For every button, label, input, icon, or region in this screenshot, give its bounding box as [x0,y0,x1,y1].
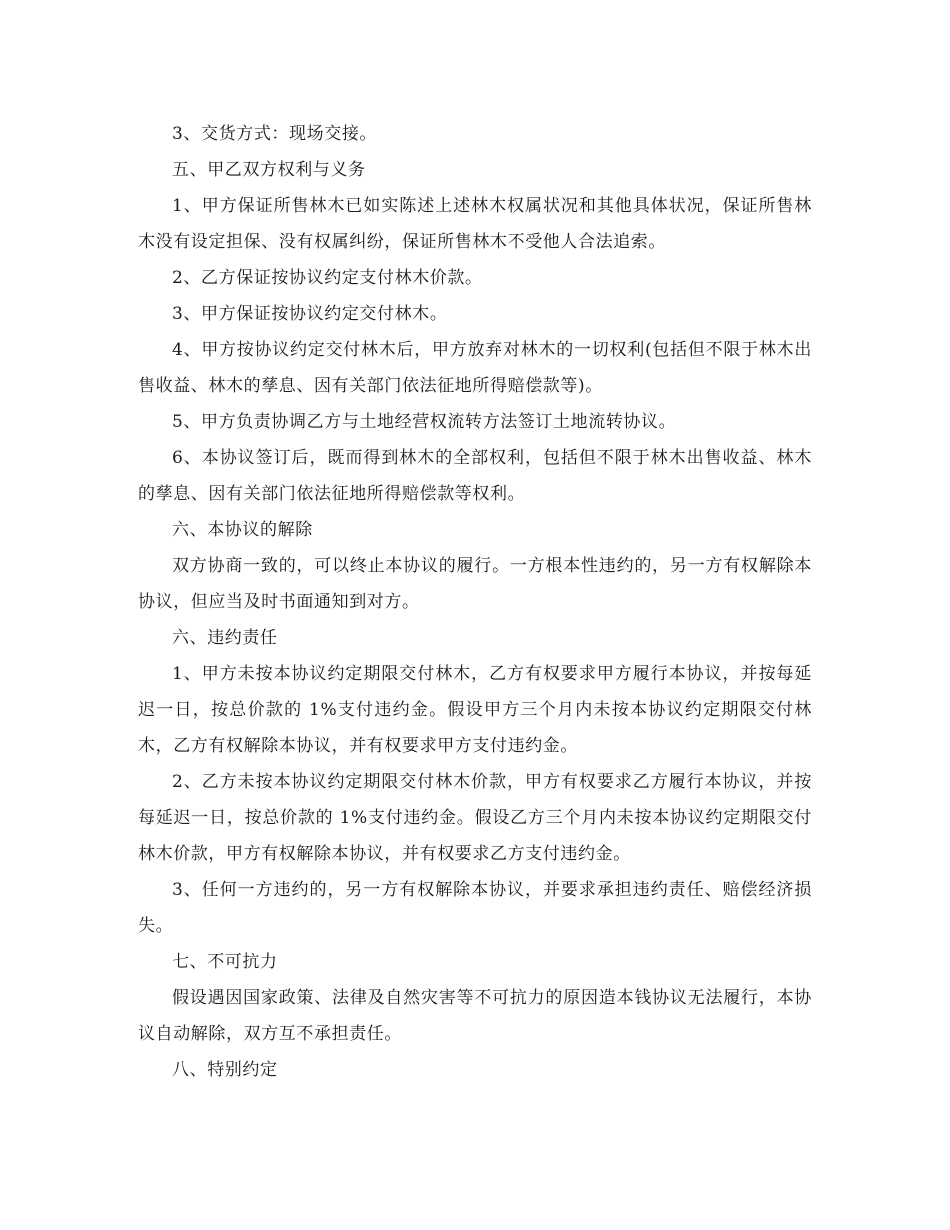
clause-termination: 双方协商一致的，可以终止本协议的履行。一方根本性违约的，另一方有权解除本协议，但应当及时书面通知到对方。 [138,556,812,612]
section-heading-special-terms: 八、特别约定 [172,1060,278,1080]
clause-force-majeure: 假设遇因国家政策、法律及自然灾害等不可抗力的原因造本钱协议无法履行，本协议自动解除，双方互不承担责任。 [138,988,812,1044]
clause-land-transfer: 5、甲方负责协调乙方与土地经营权流转方法签订土地流转协议。 [172,412,677,432]
clause-party-a-delivery: 3、甲方保证按协议约定交付林木。 [172,304,448,324]
clause-party-a-breach: 1、甲方未按本协议约定期限交付林木，乙方有权要求甲方履行本协议，并按每延迟一日，按总价款的 1%支付违约金。假设甲方三个月内未按本协议约定期限交付林木，乙方有权解除本协议，并有权要求甲方支付违约金。 [138,664,812,756]
section-heading-rights-obligations: 五、甲乙双方权利与义务 [172,160,366,180]
section-heading-force-majeure: 七、不可抗力 [172,952,278,972]
clause-party-a-guarantee: 1、甲方保证所售林木已如实陈述上述林木权属状况和其他具体状况，保证所售林木没有设定担保、没有权属纠纷，保证所售林木不受他人合法追索。 [138,196,812,252]
clause-party-a-waiver: 4、甲方按协议约定交付林木后，甲方放弃对林木的一切权利(包括但不限于林木出售收益、林木的孳息、因有关部门依法征地所得赔偿款等)。 [138,340,812,396]
section-heading-termination: 六、本协议的解除 [172,520,313,540]
clause-party-b-breach: 2、乙方未按本协议约定期限交付林木价款，甲方有权要求乙方履行本协议，并按每延迟一日，按总价款的 1%支付违约金。假设乙方三个月内未按本协议约定期限交付林木价款，甲方有权解除本协议，并有权要求乙方支付违约金。 [138,772,812,864]
delivery-method-clause: 3、交货方式：现场交接。 [172,124,378,144]
clause-rights-after-signing: 6、本协议签订后，既而得到林木的全部权利，包括但不限于林木出售收益、林木的孳息、因有关部门依法征地所得赔偿款等权利。 [138,448,812,504]
section-heading-liability: 六、违约责任 [172,628,278,648]
clause-party-b-payment: 2、乙方保证按协议约定支付林木价款。 [172,268,483,288]
document-page [138,116,812,1088]
clause-any-breach: 3、任何一方违约的，另一方有权解除本协议，并要求承担违约责任、赔偿经济损失。 [138,880,812,936]
